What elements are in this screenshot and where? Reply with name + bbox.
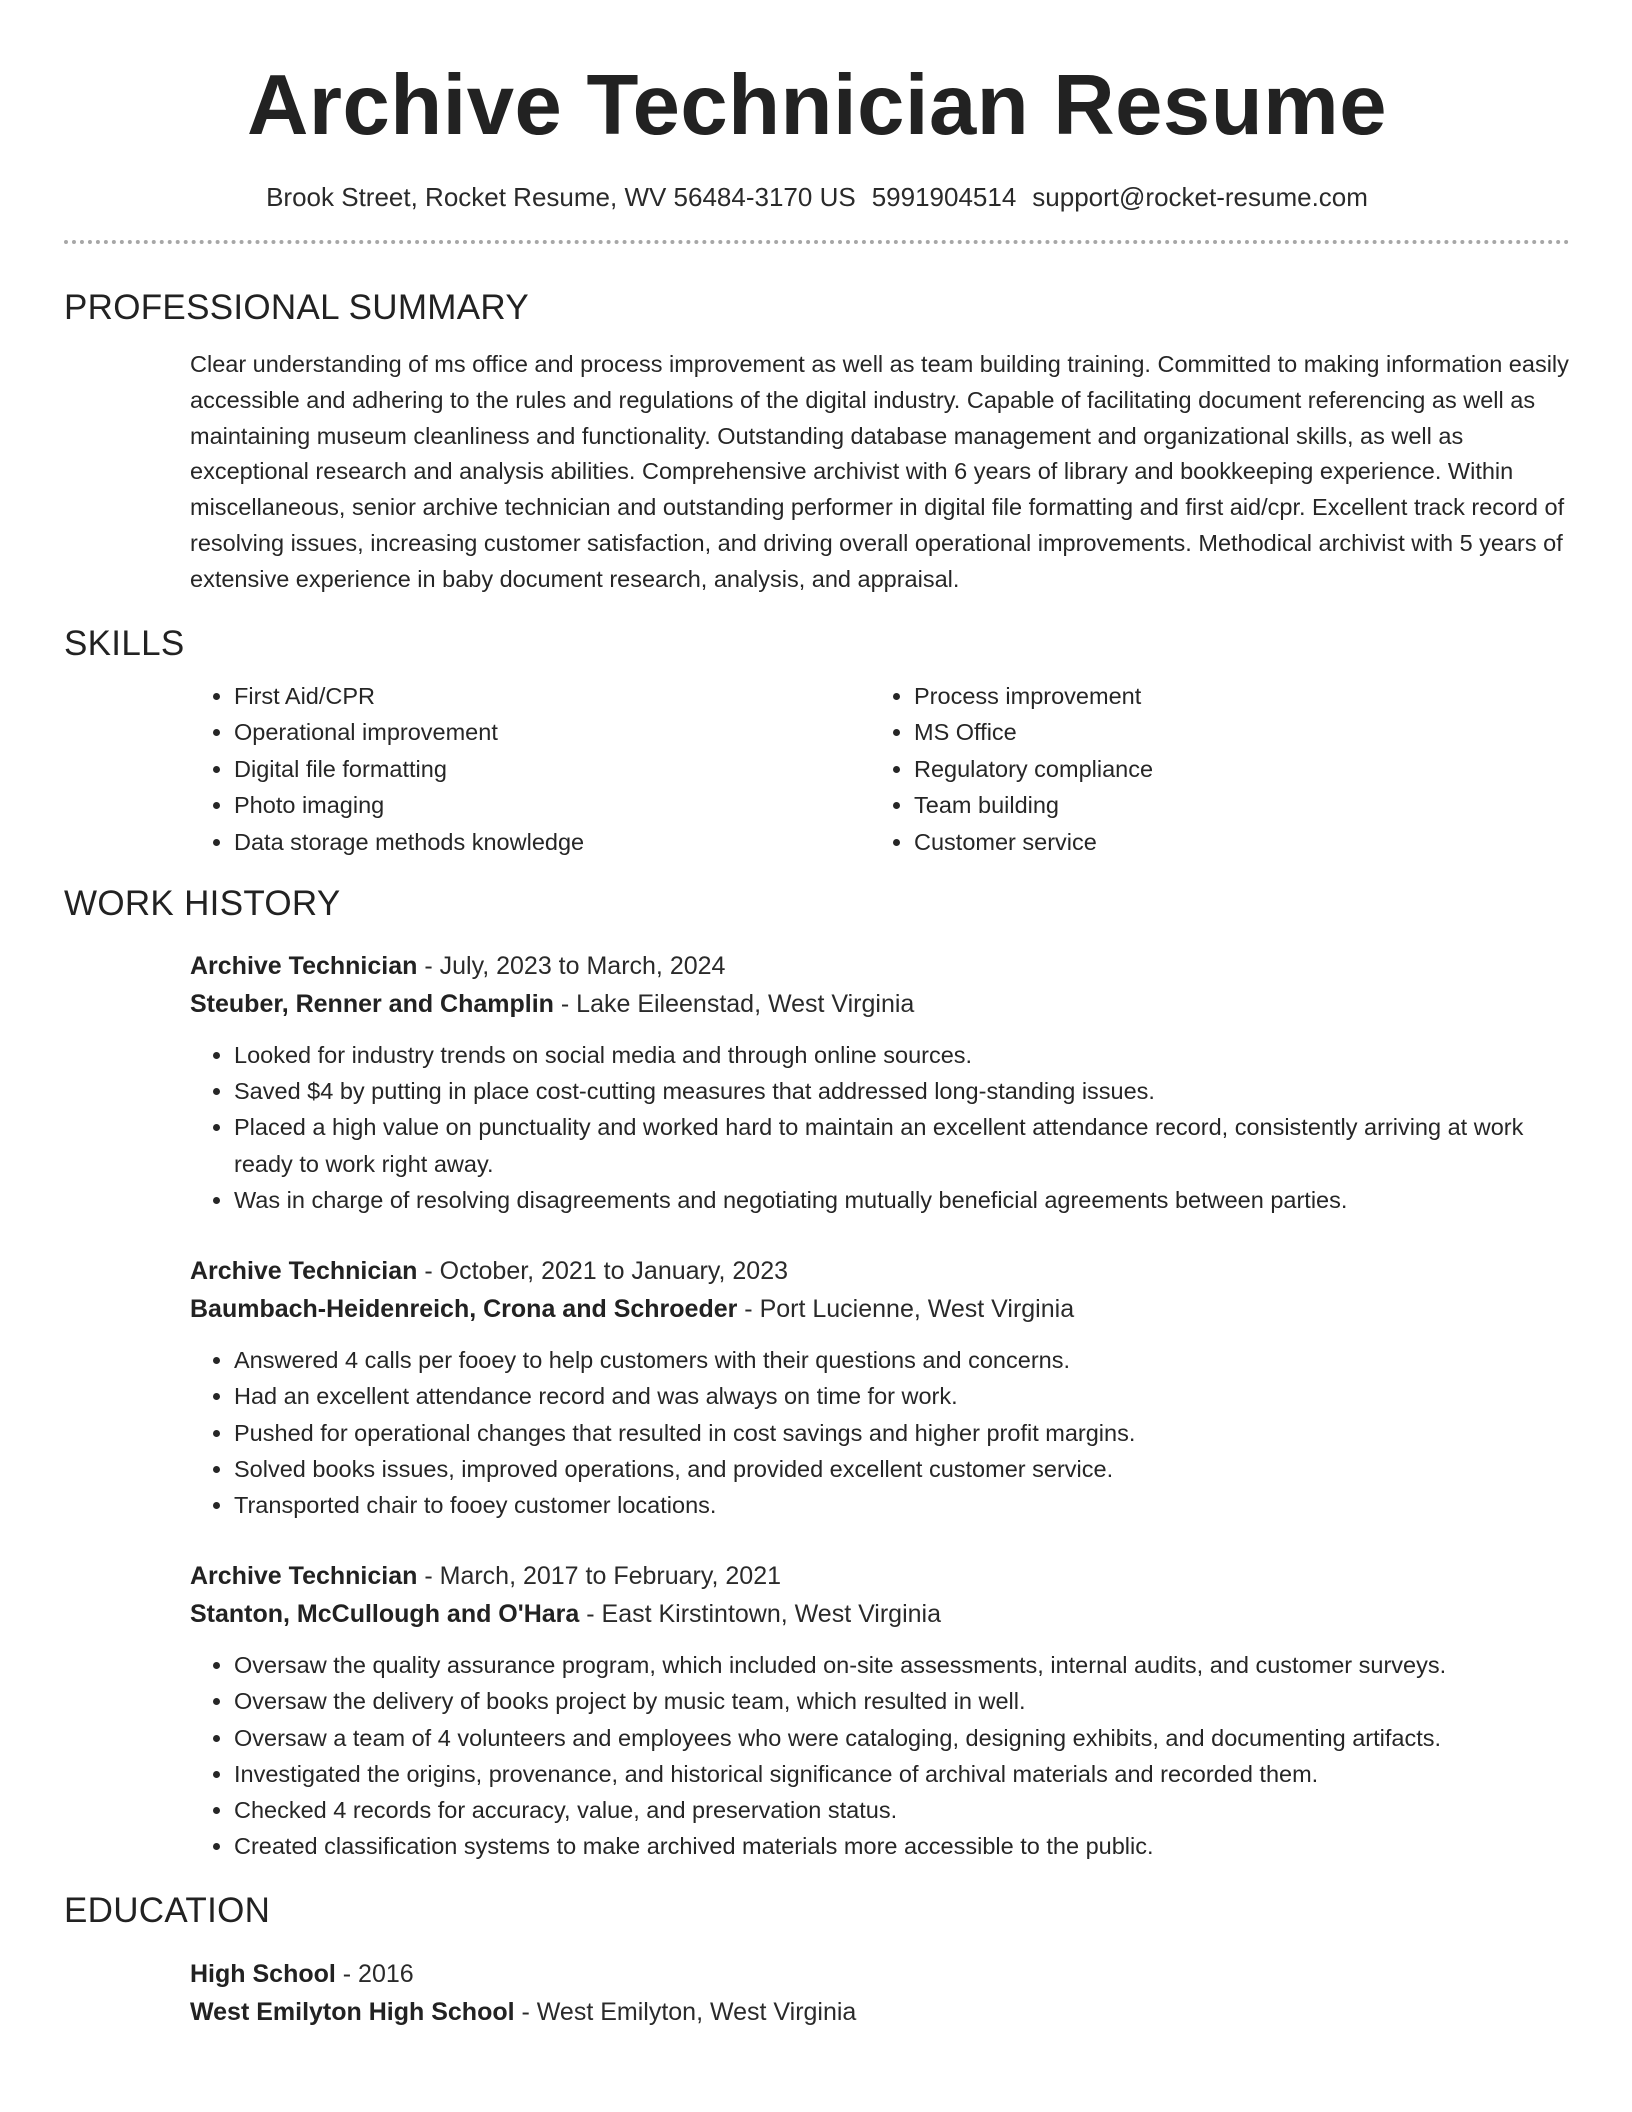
job-bullet: • Transported chair to fooey customer locations.	[234, 1487, 1570, 1523]
skill-item: • Data storage methods knowledge	[234, 824, 870, 861]
skills-column-left	[190, 678, 870, 861]
job-entry	[190, 1557, 1570, 1864]
job-company-line	[190, 1595, 1570, 1633]
education-degree-line	[190, 1955, 1570, 1993]
skill-item: • Customer service	[914, 824, 1550, 861]
job-location: - East Kirstintown, West Virginia	[579, 1600, 942, 1629]
job-title: Archive Technician	[190, 1562, 418, 1591]
job-title-line	[190, 1252, 1570, 1290]
job-company-line	[190, 985, 1570, 1023]
education-location: - West Emilyton, West Virginia	[514, 1998, 857, 2027]
job-title-line	[190, 1557, 1570, 1595]
job-bullet: • Was in charge of resolving disagreements and negotiating mutually beneficial agreements between parties.	[234, 1182, 1570, 1218]
education-year: - 2016	[335, 1960, 414, 1989]
resume-page	[64, 0, 1570, 2031]
job-bullet: • Placed a high value on punctuality and worked hard to maintain an excellent attendance record, consistently arriving at work ready to work right away.	[234, 1109, 1570, 1181]
skill-item: • Operational improvement	[234, 714, 870, 751]
contact-address: Brook Street, Rocket Resume, WV 56484-3170 US	[266, 182, 856, 212]
work-history-heading: WORK HISTORY	[64, 884, 341, 924]
job-title: Archive Technician	[190, 1257, 418, 1286]
contact-email: support@rocket-resume.com	[1032, 182, 1368, 212]
job-entry	[190, 1252, 1570, 1523]
job-bullet: • Answered 4 calls per fooey to help customers with their questions and concerns.	[234, 1342, 1570, 1378]
education-school-line	[190, 1993, 1570, 2031]
job-dates: - March, 2017 to February, 2021	[417, 1562, 782, 1591]
job-location: - Port Lucienne, West Virginia	[737, 1295, 1075, 1324]
resume-title: Archive Technician Resume	[247, 58, 1387, 153]
skills-list	[190, 678, 1570, 861]
job-bullet: • Solved books issues, improved operations, and provided excellent customer service.	[234, 1451, 1570, 1487]
header-divider	[64, 240, 1570, 244]
job-company: Stanton, McCullough and O'Hara	[190, 1600, 580, 1629]
skills-heading: SKILLS	[64, 623, 185, 663]
job-dates: - July, 2023 to March, 2024	[417, 952, 726, 981]
job-bullet: • Oversaw the quality assurance program, which included on-site assessments, internal audits, and customer surveys.	[234, 1647, 1570, 1683]
job-bullet: • Checked 4 records for accuracy, value, and preservation status.	[234, 1792, 1570, 1828]
education-school: West Emilyton High School	[190, 1998, 515, 2027]
job-dates: - October, 2021 to January, 2023	[417, 1257, 789, 1286]
job-title-line	[190, 947, 1570, 985]
job-location: - Lake Eileenstad, West Virginia	[553, 990, 915, 1019]
job-title: Archive Technician	[190, 952, 418, 981]
job-entry	[190, 947, 1570, 1218]
skill-item: • MS Office	[914, 714, 1550, 751]
job-bullet: • Oversaw the delivery of books project by music team, which resulted in well.	[234, 1683, 1570, 1719]
job-company: Baumbach-Heidenreich, Crona and Schroeder	[190, 1295, 738, 1324]
job-company-line	[190, 1290, 1570, 1328]
summary-heading: PROFESSIONAL SUMMARY	[64, 288, 529, 327]
job-company: Steuber, Renner and Champlin	[190, 990, 554, 1019]
contact-phone: 5991904514	[871, 182, 1017, 212]
skills-column-right	[870, 678, 1550, 861]
skill-item: • Digital file formatting	[234, 751, 870, 788]
job-bullet: • Investigated the origins, provenance, and historical significance of archival materials and recorded them.	[234, 1756, 1570, 1792]
job-bullet: • Looked for industry trends on social media and through online sources.	[234, 1037, 1570, 1073]
job-bullet: • Oversaw a team of 4 volunteers and employees who were cataloging, designing exhibits, and documenting artifacts.	[234, 1720, 1570, 1756]
skill-item: • Photo imaging	[234, 787, 870, 824]
job-bullet: • Had an excellent attendance record and was always on time for work.	[234, 1378, 1570, 1414]
skill-item: • Team building	[914, 787, 1550, 824]
job-bullet: • Pushed for operational changes that resulted in cost savings and higher profit margins.	[234, 1415, 1570, 1451]
skill-item: • First Aid/CPR	[234, 678, 870, 715]
contact-line	[64, 181, 1570, 213]
education-heading: EDUCATION	[64, 1891, 271, 1931]
skill-item: • Regulatory compliance	[914, 751, 1550, 788]
summary-text: Clear understanding of ms office and process improvement as well as team building training. Committed to making information easily accessible and adhering to the rules and regulations of the digital industry. Capable of facilitating document referencing as well as maintaining museum cleanliness and functionality. Outstanding database management and organizational skills, as well as exceptional research and analysis abilities. Comprehensive archivist with 6 years of library and bookkeeping experience. Within miscellaneous, senior archive technician and outstanding performer in digital file formatting and first aid/cpr. Excellent track record of resolving issues, increasing customer satisfaction, and driving overall operational improvements. Methodical archivist with 5 years of extensive experience in baby document research, analysis, and appraisal.	[190, 351, 1569, 592]
job-bullets	[190, 1037, 1570, 1218]
education-entry	[190, 1955, 1570, 2031]
skill-item: • Process improvement	[914, 678, 1550, 715]
job-bullets	[190, 1647, 1570, 1864]
job-bullet: • Created classification systems to make archived materials more accessible to the public.	[234, 1828, 1570, 1864]
job-bullets	[190, 1342, 1570, 1523]
job-bullet: • Saved $4 by putting in place cost-cutting measures that addressed long-standing issues.	[234, 1073, 1570, 1109]
education-degree: High School	[190, 1960, 336, 1989]
